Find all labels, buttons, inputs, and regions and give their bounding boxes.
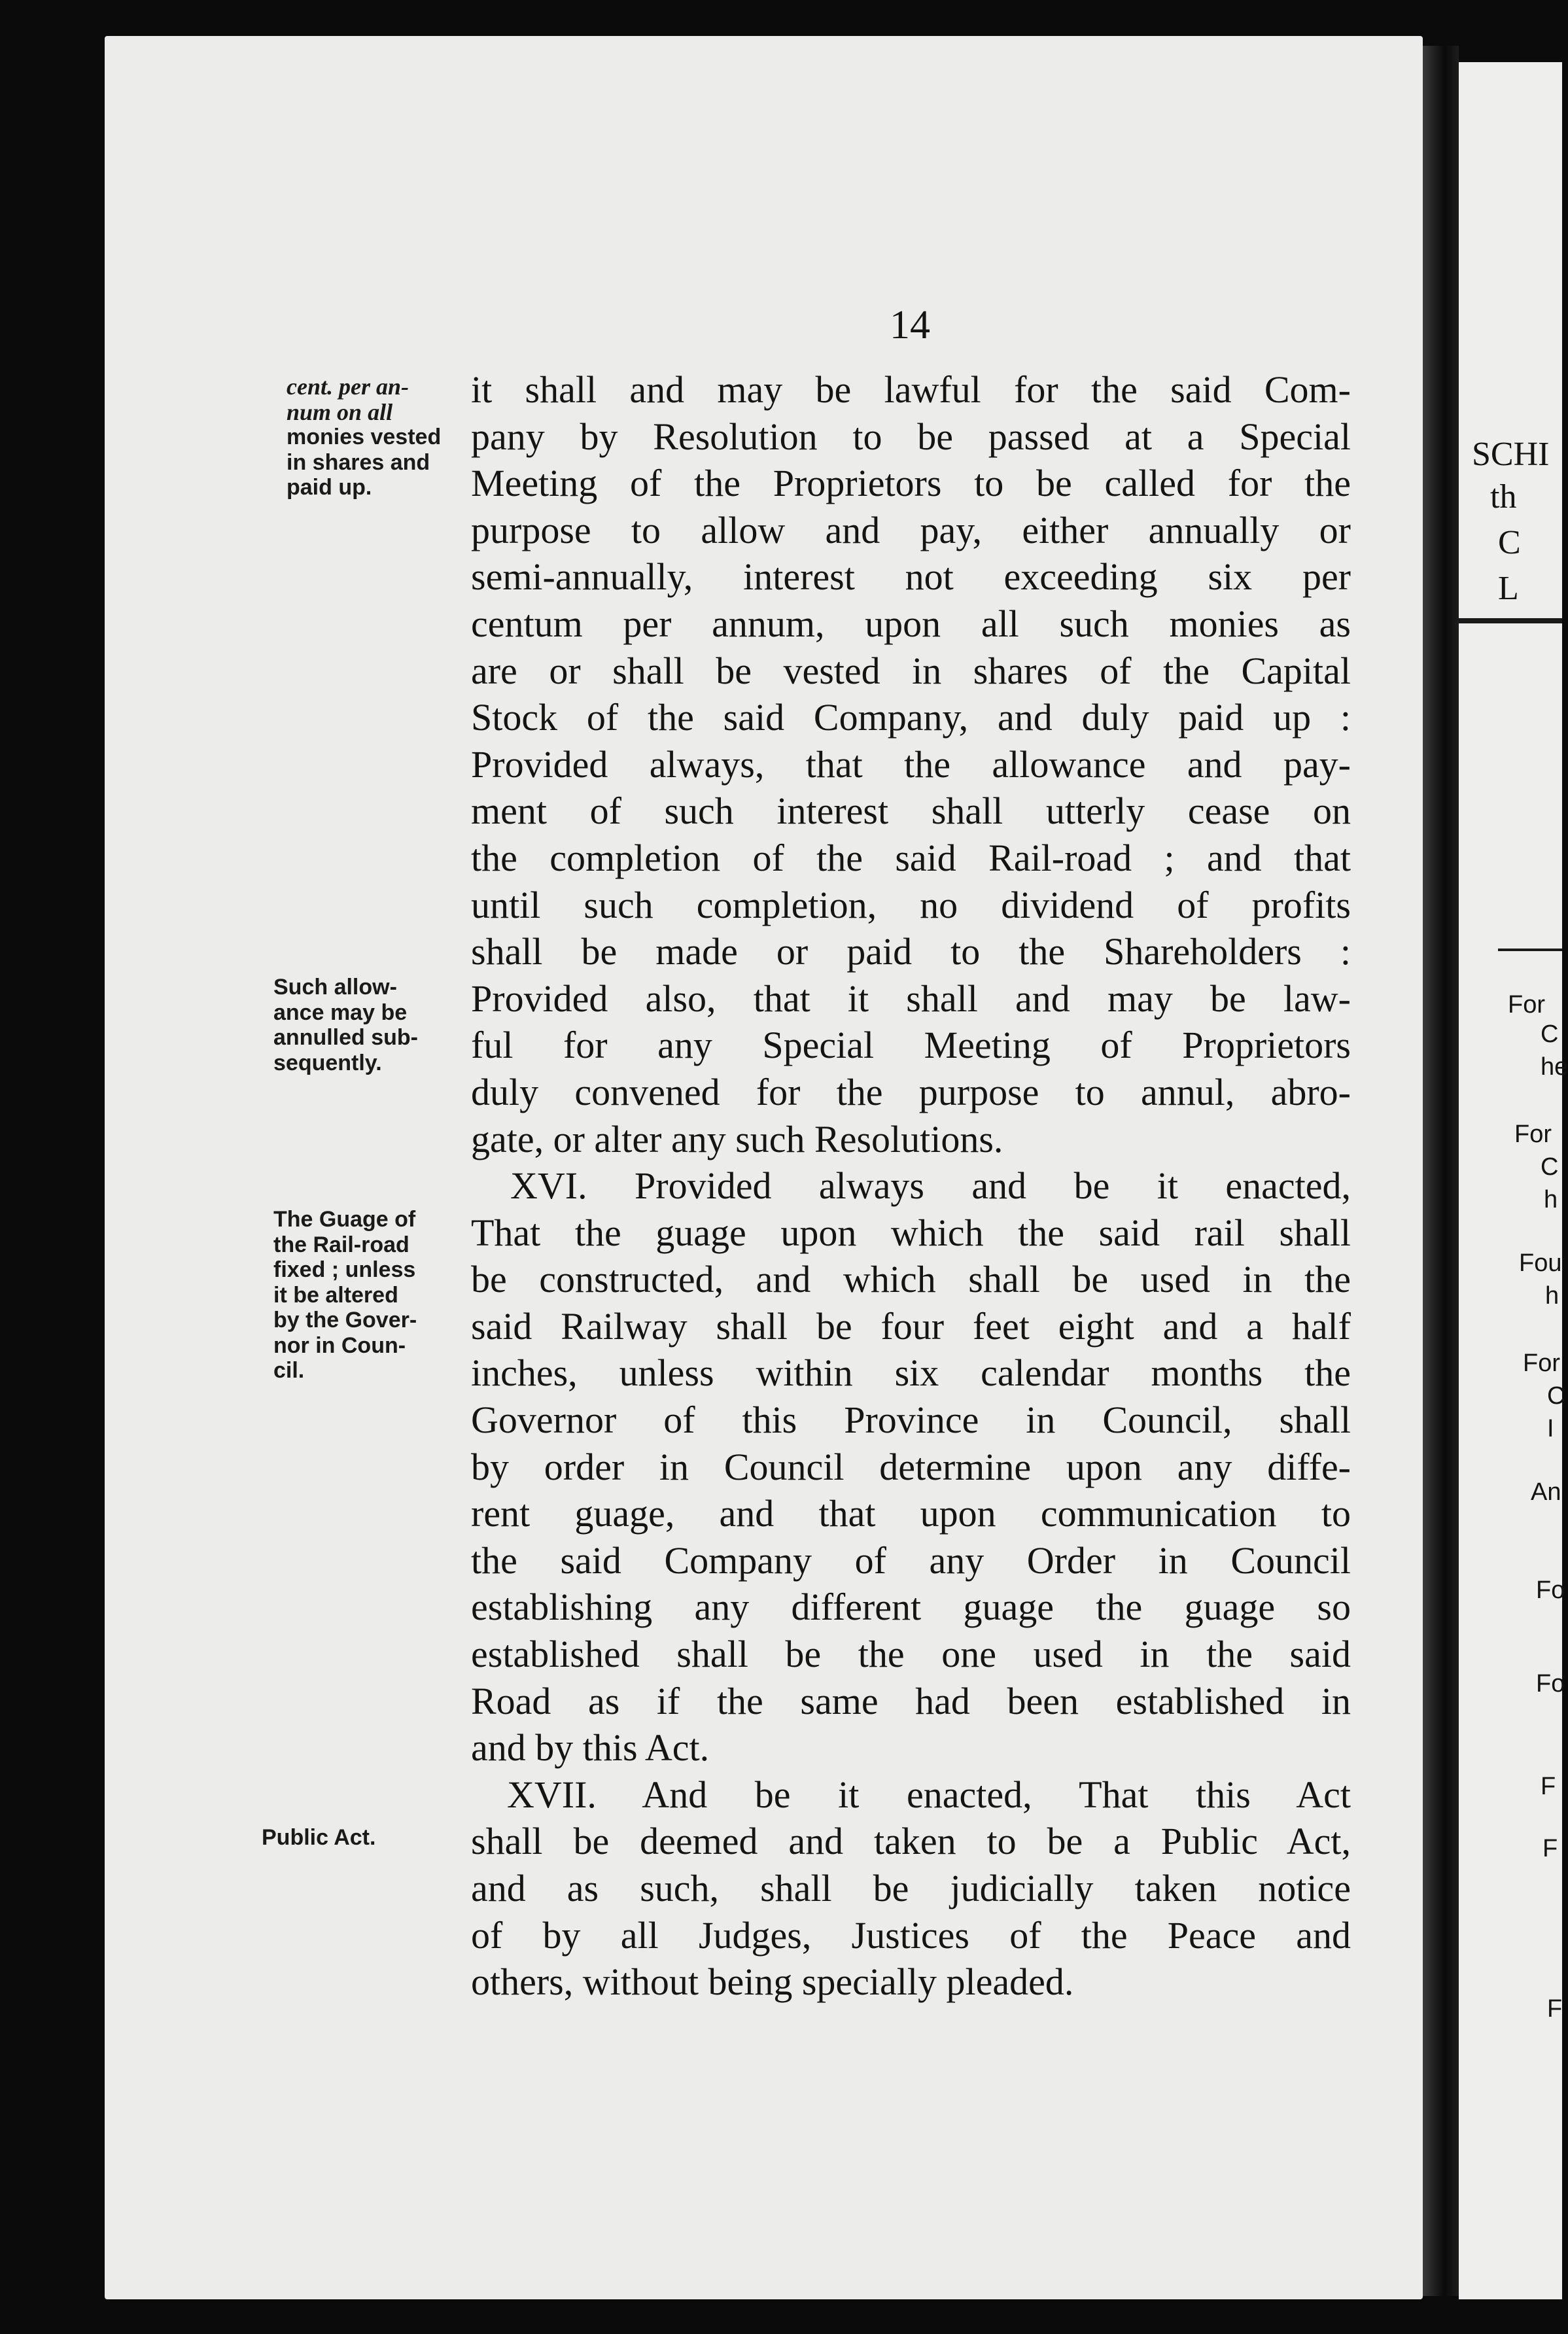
adjacent-fragment: C (1498, 524, 1521, 561)
sidenote-line: the Rail-road (273, 1232, 409, 1257)
body-line: of by all Judges, Justices of the Peace and (471, 1913, 1351, 1957)
body-line: inches, unless within six calendar months the (471, 1351, 1351, 1395)
page-number: 14 (890, 303, 930, 347)
body-line: are or shall be vested in shares of the Capital (471, 649, 1351, 692)
section-heading-xvi: XVI. Provided always and be it enacted, (510, 1164, 1351, 1208)
sidenote-line: Such allow- (273, 975, 397, 1000)
sidenote-line: ance may be (273, 1000, 408, 1025)
adjacent-fragment: C (1541, 1020, 1559, 1048)
adjacent-fragment: h (1545, 1282, 1559, 1310)
sidenote-line: sequently. (273, 1050, 382, 1075)
body-line: be constructed, and which shall be used in the (471, 1258, 1351, 1301)
body-line: That the guage upon which the said rail shall (471, 1211, 1351, 1254)
sidenote-line: Public Act. (262, 1825, 376, 1850)
body-line: the completion of the said Rail-road ; and that (471, 836, 1351, 879)
body-line: ful for any Special Meeting of Proprietors (471, 1024, 1351, 1067)
body-line: Stock of the said Company, and duly paid up : (471, 696, 1351, 739)
body-line: Road as if the same had been established in (471, 1679, 1351, 1722)
body-line: pany by Resolution to be passed at a Special (471, 415, 1351, 458)
sidenote-line: cil. (273, 1358, 305, 1383)
body-line: Meeting of the Proprietors to be called for the (471, 462, 1351, 505)
sidenote-line: fixed ; unless (273, 1257, 416, 1282)
marginal-note-interest (287, 374, 460, 500)
sidenote-line: paid up. (287, 475, 372, 500)
sidenote-line: annulled sub- (273, 1025, 418, 1050)
book-gutter (1423, 46, 1459, 2296)
sidenote-line: cent. per an- (287, 374, 409, 400)
body-line: rent guage, and that upon communication to (471, 1492, 1351, 1535)
adjacent-fragment: SCHI (1472, 436, 1550, 473)
adjacent-fragment: I (1547, 1415, 1554, 1442)
adjacent-fragment: F (1542, 1835, 1558, 1862)
marginal-note-allowance (273, 975, 453, 1075)
adjacent-fragment: h (1544, 1186, 1558, 1213)
body-line: purpose to allow and pay, either annually or (471, 508, 1351, 551)
body-line: established shall be the one used in the said (471, 1633, 1351, 1676)
body-line: centum per annum, upon all such monies as (471, 602, 1351, 645)
body-line: until such completion, no dividend of profits (471, 883, 1351, 926)
section-heading-xvii: XVII. And be it enacted, That this Act (507, 1773, 1351, 1816)
adjacent-fragment: F (1541, 1773, 1556, 1800)
marginal-note-public-act (262, 1825, 379, 1851)
body-line: said Railway shall be four feet eight and a half (471, 1304, 1351, 1348)
body-line: by order in Council determine upon any diffe- (471, 1445, 1351, 1488)
adjacent-fragment: Fo (1536, 1576, 1565, 1604)
body-line: the said Company of any Order in Council (471, 1539, 1351, 1582)
body-line: it shall and may be lawful for the said Com- (471, 368, 1351, 411)
sidenote-line: it be altered (273, 1282, 398, 1308)
body-line: and as such, shall be judicially taken notice (471, 1867, 1351, 1909)
body-line: shall be made or paid to the Shareholders : (471, 930, 1351, 973)
body-line: duly convened for the purpose to annul, abro- (471, 1070, 1351, 1113)
adjacent-fragment: For (1514, 1121, 1552, 1148)
adjacent-fragment: Fou (1519, 1249, 1562, 1277)
body-line: and by this Act. (471, 1726, 710, 1769)
sidenote-line: num on all (287, 398, 393, 425)
adjacent-fragment: th (1490, 478, 1517, 515)
body-line: semi-annually, interest not exceeding six per (471, 555, 1351, 599)
adjacent-fragment: For (1523, 1350, 1560, 1377)
body-text (471, 366, 1351, 2006)
body-line: Provided also, that it shall and may be law- (471, 977, 1351, 1020)
marginal-note-guage (273, 1207, 447, 1384)
body-line: ment of such interest shall utterly cease on (471, 790, 1351, 833)
body-line: Provided always, that the allowance and pay- (471, 742, 1351, 786)
body-line: others, without being specially pleaded. (471, 1960, 1074, 2004)
adjacent-fragment: Fo (1536, 1670, 1565, 1698)
adjacent-fragment: F (1547, 1995, 1563, 2023)
sidenote-line: in shares and (287, 449, 430, 475)
section-rule (1498, 949, 1562, 951)
adjacent-fragment: C (1547, 1382, 1565, 1410)
sidenote-line: monies vested (287, 425, 442, 449)
body-line: gate, or alter any such Resolutions. (471, 1117, 1003, 1160)
body-line: Governor of this Province in Council, shall (471, 1399, 1351, 1442)
adjacent-page-fragment (1459, 62, 1568, 2299)
sidenote-line: by the Gover- (273, 1308, 417, 1332)
adjacent-fragment: C (1541, 1153, 1559, 1181)
body-line: establishing any different guage the guage so (471, 1586, 1351, 1629)
sidenote-line: The Guage of (273, 1207, 416, 1232)
heading-rule (1459, 618, 1562, 623)
adjacent-fragment: L (1498, 570, 1519, 607)
adjacent-fragment: An (1531, 1478, 1561, 1506)
body-line: shall be deemed and taken to be a Public Act, (471, 1820, 1351, 1863)
adjacent-fragment: he (1541, 1053, 1568, 1081)
adjacent-fragment: For (1508, 991, 1545, 1019)
sidenote-line: nor in Coun- (273, 1332, 406, 1358)
